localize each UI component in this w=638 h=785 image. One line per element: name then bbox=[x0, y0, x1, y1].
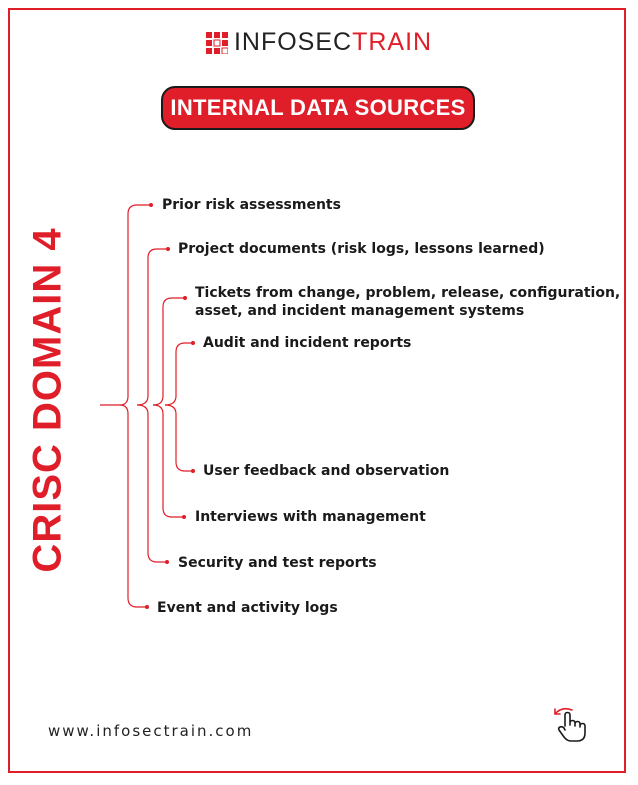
swipe-hand-icon bbox=[552, 704, 588, 744]
branch-dot-project-docs bbox=[166, 247, 170, 251]
item-prior-risk-assessments: Prior risk assessments bbox=[162, 197, 341, 213]
branch-line-security-reports bbox=[137, 405, 166, 562]
branch-dot-security-reports bbox=[165, 560, 169, 564]
section-banner: INTERNAL DATA SOURCES bbox=[161, 86, 475, 130]
item-tickets-line1: Tickets from change, problem, release, configuration, bbox=[195, 285, 621, 301]
branch-line-tickets bbox=[153, 298, 184, 405]
item-event-activity-logs: Event and activity logs bbox=[157, 600, 338, 616]
item-security-test-reports: Security and test reports bbox=[178, 555, 377, 571]
item-project-documents: Project documents (risk logs, lessons learned) bbox=[178, 241, 545, 257]
domain-title: CRISC DOMAIN 4 bbox=[25, 227, 70, 573]
item-tickets bbox=[195, 284, 620, 320]
branch-dot-interviews bbox=[182, 515, 186, 519]
logo-suffix: TRAIN bbox=[352, 28, 433, 56]
branch-line-event-logs bbox=[120, 405, 146, 607]
branch-line-prior-risk bbox=[120, 205, 150, 405]
item-audit-incident-reports: Audit and incident reports bbox=[203, 335, 412, 351]
branch-dot-prior-risk bbox=[149, 203, 153, 207]
branch-dot-tickets bbox=[183, 296, 187, 300]
branch-line-interviews bbox=[153, 405, 183, 517]
footer-url: www.infosectrain.com bbox=[48, 722, 254, 740]
branch-dot-user-feedback bbox=[191, 469, 195, 473]
item-tickets-line2: asset, and incident management systems bbox=[195, 303, 525, 319]
branch-line-audit-reports bbox=[165, 343, 192, 405]
branch-dot-event-logs bbox=[145, 605, 149, 609]
item-user-feedback: User feedback and observation bbox=[203, 463, 450, 479]
branch-dot-audit-reports bbox=[191, 341, 195, 345]
item-interviews-management: Interviews with management bbox=[195, 509, 426, 525]
branch-line-user-feedback bbox=[165, 405, 192, 471]
logo-prefix: INFOSEC bbox=[233, 28, 353, 56]
